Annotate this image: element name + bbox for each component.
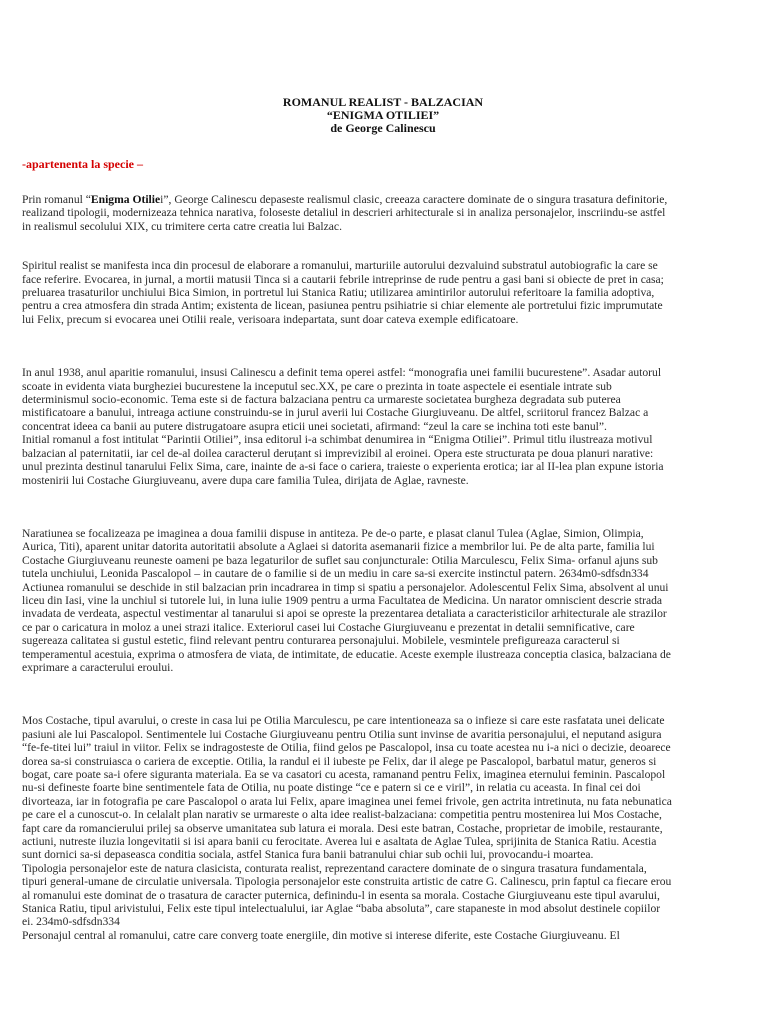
text-line: Naratiunea se focalizeaza pe imaginea a doua familii dispuse in antiteza. Pe de-o parte, e plasat clanul Tulea (Aglae, Simion, Olimpia,	[22, 526, 644, 540]
paragraph-gap	[22, 674, 744, 714]
text-line: divorteaza, iar in fotografia pe care Pascalopol o arata lui Felix, apare imaginea unei femei frivole, gen actrita intretinuta, nu fata nebunatica	[22, 794, 672, 808]
text-line: lui Felix, precum si evocarea unei Otilii reale, verisoara indepartata, sunt doar cateva exemple edificatoare.	[22, 312, 519, 326]
text-line: “fe-fe-titei lui” traiul in viitor. Felix se indragosteste de Otilia, fiind gelos pe Pascalopol, insa cu toate acestea nu i-a nici o decizie, deoarece	[22, 741, 671, 755]
text-line: Mos Costache, tipul avarului, o creste in casa lui pe Otilia Marculescu, pe care intentioneaza sa o infieze si care este rasfatata unei delicate	[22, 714, 665, 728]
text-line: dorea sa-si construiasca o cariera de exceptie. Otilia, la randul ei il iubeste pe Felix, dar il alege pe Pascalopol, barbatul matur, generos si	[22, 754, 657, 768]
text-line: mostenirii lui Costache Giurgiuveanu, avere dupa care familia Tulea, dirijata de Aglae, ravneste.	[22, 473, 469, 487]
text-line: temperamentul acestuia, exprima o atmosfera de viata, de intimitate, de educatie. Aceste exemple ilustreaza conceptia clasica, balzaciana de	[22, 647, 671, 661]
text-line: tipuri general-umane de circulatie universala. Tipologia personajelor este construita artistic de catre G. Calinescu, prin faptul ca fiecare erou	[22, 875, 672, 889]
text-line: Tipologia personajelor este de natura clasicista, conturata realist, reprezentand caractere dominate de o singura trasatura fundamentala,	[22, 861, 647, 875]
text-line	[22, 193, 744, 206]
text-line: preluarea trasaturilor unchiului Bica Simion, in portretul lui Stanica Ratiu; utilizarea amintirilor autorului referitoare la familia adoptiva,	[22, 286, 655, 300]
text-line: face referire. Evocarea, in jurnal, a mortii matusii Tinca si a cautarii febrile intreprinse de rude pentru a gasi bani si obiecte de pret in casa;	[22, 272, 664, 286]
text-line: exprimare a caracterului eroului.	[22, 660, 174, 674]
bold-title: Enigma Otilie	[90, 193, 161, 206]
text-line: Actiunea romanului se deschide in stil balzacian prin incadrarea in timp si spatiu a personajelor. Adolescentul Felix Sima, absolvent al unui	[22, 580, 669, 594]
text-line: ei. 234m0-sdfsdn334	[22, 915, 120, 929]
text-fragment: Prin romanul “	[22, 193, 91, 206]
paragraph-1	[22, 193, 744, 233]
paragraph-2	[22, 259, 744, 326]
text-line: sugereaza calitatea si gustul estetic, fiind relevant pentru conturarea personajului. Mobilele, vesmintele prefigureaza caracterul si	[22, 634, 620, 648]
text-line: al romanului este dominat de o trasatura de caracter puternica, definindu-l in esenta sa morala. Costache Giurgiuveanu este tipul avarului,	[22, 888, 660, 902]
text-line: pe care el a cunoscut-o. In celalalt plan narativ se urmareste o alta idee realist-balzaciana: competitia pentru mostenirea lui Mos Costache,	[22, 808, 662, 822]
text-line: realizand tipologii, modernizeaza tehnica narativa, foloseste detaliul in descrieri arhitecturale si in analiza personajelor, inscriindu-se astfel	[22, 206, 666, 220]
text-line: actiuni, nutreste iluzia longevitatii si isi apara banii cu ferocitate. Averea lui e asaltata de Aglae Tulea, sprijinita de Stanica Ratiu. Acestia	[22, 835, 657, 849]
paragraph-5	[22, 714, 744, 942]
text-line: Initial romanul a fost intitulat “Parintii Otiliei”, insa editorul i-a schimbat denumirea in “Enigma Otiliei”. Primul titlu ilustreaza motivul	[22, 433, 653, 447]
text-line: scoate in evidenta viata burgheziei bucurestene la inceputul sec.XX, pe care o prezinta in toate aspectele ei esentiale intrate sub	[22, 379, 612, 393]
text-line: mistificatoare a banului, intreaga actiune construindu-se in jurul averii lui Costache Giurgiuveanu. De altfel, scriitorul francez Balzac a	[22, 406, 649, 420]
text-line: bogat, care poate sa-i ofere siguranta materiala. Ea se va casatori cu acesta, ramanand pentru Felix, imaginea eternului feminin. Pascalopol	[22, 768, 666, 781]
text-line: pentru a crea atmosfera din strada Antim; existenta de licean, pasiunea pentru psihiatrie si chiar elemente ale portretului fizic imprumutate	[22, 299, 663, 313]
text-line: invadata de verdeata, aspectul vestimentar al tanarului si apoi se opreste la prezentarea detaliata a caracteristicilor arhitecturale ale strazilor	[22, 607, 667, 621]
text-line: concentrat ideea ca banii au putere distrugatoare asupra eticii unei societati, afirmand: “zeul la care se inchina toti este banul”.	[22, 419, 607, 433]
text-line: Stanica Ratiu, tipul arivistului, Felix este tipul intelectualului, iar Aglae “baba absoluta”, care stapaneste in mod absolut destinele copiilor	[22, 902, 661, 916]
text-line: tutela unchiului, Leonida Pascalopol – in cautare de o familie si de un mediu in care sa-si exercite instinctul patern. 2634m0-sdfsdn334	[22, 567, 649, 581]
text-line: In anul 1938, anul aparitie romanului, insusi Calinescu a definit tema operei astfel: “monografia unei familii bucurestene”. Asadar autorul	[22, 366, 662, 380]
text-line: pasiuni ale lui Pascalopol. Sentimentele lui Costache Giurgiuveanu pentru Otilia sunt invinse de avaritia personajului, el neputand asigura	[22, 727, 662, 741]
paragraph-gap	[22, 487, 744, 527]
text-line: in realismul secolului XIX, cu trimitere certa catre creatia lui Balzac.	[22, 219, 342, 233]
text-line: sunt dornici sa-si depaseasca conditia sociala, astfel Stanica fura banii batranului chiar sub ochii lui, provocandu-i moartea.	[22, 848, 594, 862]
text-line: Personajul central al romanului, catre care converg toate energiile, din motive si interese diferite, este Costache Giurgiuveanu. El	[22, 928, 620, 942]
paragraph-gap	[22, 233, 744, 259]
section-heading: -apartenenta la specie –	[22, 157, 143, 171]
text-line: Aurica, Titi), aparent unitar datorita autoritatii absolute a Aglaei si datorita asemanarii fizice a membrilor lui. Pe de alta parte, familia lui	[22, 540, 655, 554]
text-fragment: i”, George Calinescu depaseste realismul clasic, creeaza caractere dominate de o singura trasatura definitorie,	[160, 193, 668, 206]
paragraph-3	[22, 366, 744, 487]
text-line: Costache Giurgiuveanu reuneste oameni pe baza legaturilor de suflet sau conjuncturale: Otilia Marculescu, Felix Sima- orfanul ajuns sub	[22, 553, 658, 567]
text-line: liceu din Iasi, vine la unchiul si tutorele lui, in luna iulie 1909 pentru a urma Facultatea de Medicina. Un narator omniscient descrie strada	[22, 593, 663, 607]
title-line-1: ROMANUL REALIST - BALZACIAN	[282, 95, 484, 109]
title-line-2: “ENIGMA OTILIEI”	[326, 108, 440, 122]
title-line-3: de George Calinescu	[330, 121, 436, 135]
text-line: ce par o caricatura in moloz a unei strazi italice. Exteriorul casei lui Costache Giurgiuveanu e prezentat in detalii semnificative, care	[22, 620, 635, 634]
paragraph-gap	[22, 326, 744, 366]
text-line: fapt care da romancierului prilej sa observe umanitatea sub latura ei morala. Desi este batran, Costache, proprietar de imobile, restaurante,	[22, 821, 663, 835]
text-line: Spiritul realist se manifesta inca din procesul de elaborare a romanului, marturiile autorului dezvaluind substratul autobiografic la care se	[22, 259, 658, 273]
text-line: balzacian al paternitatii, iar cel de-al doilea caracterul deruțant si imprevizibil al eroinei. Opera este structurata pe doua planuri narative:	[22, 446, 654, 460]
text-line: determinismul socio-economic. Tema este si de factura balzaciana pentru ca urmareste societatea burgheza degradata sub puterea	[22, 393, 621, 407]
text-line: unul prezinta destinul tanarului Felix Sima, care, inainte de a-si face o cariera, traieste o experienta erotica; iar al II-lea plan expune istoria	[22, 460, 664, 474]
title-block	[22, 96, 744, 135]
paragraph-4	[22, 527, 744, 674]
text-line: nu-si defineste foarte bine sentimentele fata de Otilia, nu poate distinge “ce e patern si ce e viril”, in relatia cu aceasta. In final cei doi	[22, 781, 641, 795]
